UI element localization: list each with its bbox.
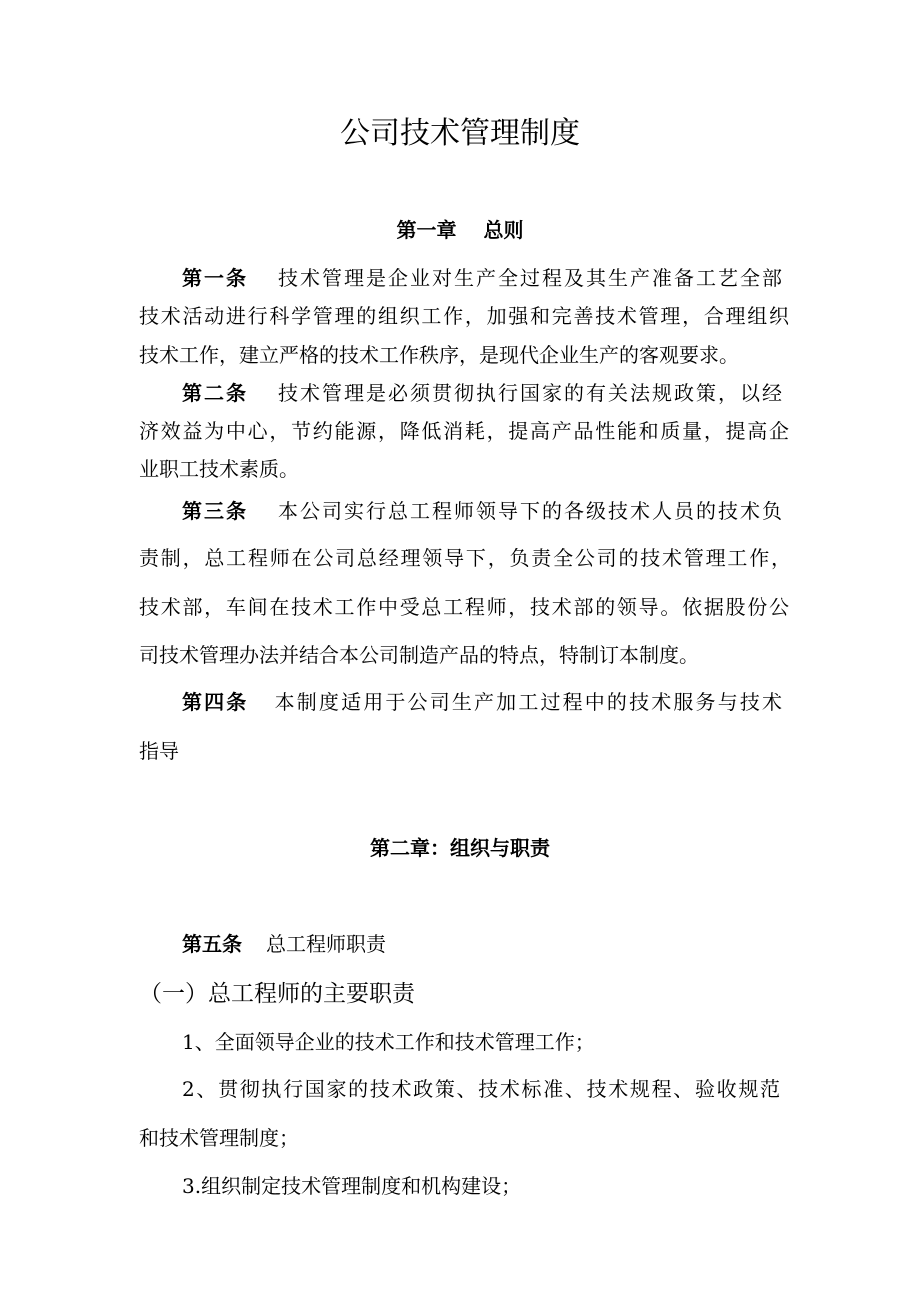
article-5-label: 第五条 [182, 932, 242, 956]
article-3-text-1: 本公司实行总工程师领导下的各级技术人员的技术负 [276, 499, 782, 523]
article-1-line-2: 技术活动进行科学管理的组织工作，加强和完善技术管理，合理组织 [139, 304, 789, 328]
article-4-line-1 [182, 690, 782, 714]
article-3-line-4: 司技术管理办法并结合本公司制造产品的特点，特制订本制度。 [139, 643, 699, 667]
document-title: 公司技术管理制度 [340, 116, 580, 151]
article-3-line-1 [182, 499, 782, 523]
article-3-line-3: 技术部，车间在技术工作中受总工程师，技术部的领导。依据股份公 [139, 595, 789, 619]
article-2-line-3: 业职工技术素质。 [139, 457, 299, 481]
duty-item-2-line-1: 2、贯彻执行国家的技术政策、技术标准、技术规程、验收规范 [182, 1077, 780, 1101]
article-3-label: 第三条 [182, 499, 248, 523]
article-1-line-1 [182, 266, 782, 290]
article-2-line-2: 济效益为中心，节约能源，降低消耗，提高产品性能和质量，提高企 [139, 419, 789, 443]
article-4-label: 第四条 [182, 690, 249, 714]
article-1-line-3: 技术工作，建立严格的技术工作秩序，是现代企业生产的客观要求。 [139, 343, 739, 367]
chapter-1-heading: 第一章 总则 [396, 218, 524, 242]
chapter-2-heading: 第二章：组织与职责 [370, 836, 550, 860]
article-5-text: 总工程师职责 [266, 932, 386, 956]
article-2-line-1 [182, 381, 782, 405]
article-4-text-1: 本制度适用于公司生产加工过程中的技术服务与技术 [272, 690, 783, 714]
duty-item-1: 1、全面领导企业的技术工作和技术管理工作； [182, 1030, 595, 1054]
article-1-label: 第一条 [182, 266, 248, 290]
article-3-line-2: 责制，总工程师在公司总经理领导下，负责全公司的技术管理工作， [139, 546, 791, 570]
article-5-line [182, 932, 386, 956]
article-4-line-2: 指导 [139, 739, 179, 763]
article-2-text-1: 技术管理是必须贯彻执行国家的有关法规政策，以经 [276, 381, 782, 405]
duty-item-2-line-2: 和技术管理制度； [139, 1126, 299, 1150]
duty-item-3: 3.组织制定技术管理制度和机构建设； [182, 1174, 522, 1198]
section-1-heading: （一）总工程师的主要职责 [139, 981, 415, 1007]
article-1-text-1: 技术管理是企业对生产全过程及其生产准备工艺全部 [276, 266, 782, 290]
article-2-label: 第二条 [182, 381, 248, 405]
